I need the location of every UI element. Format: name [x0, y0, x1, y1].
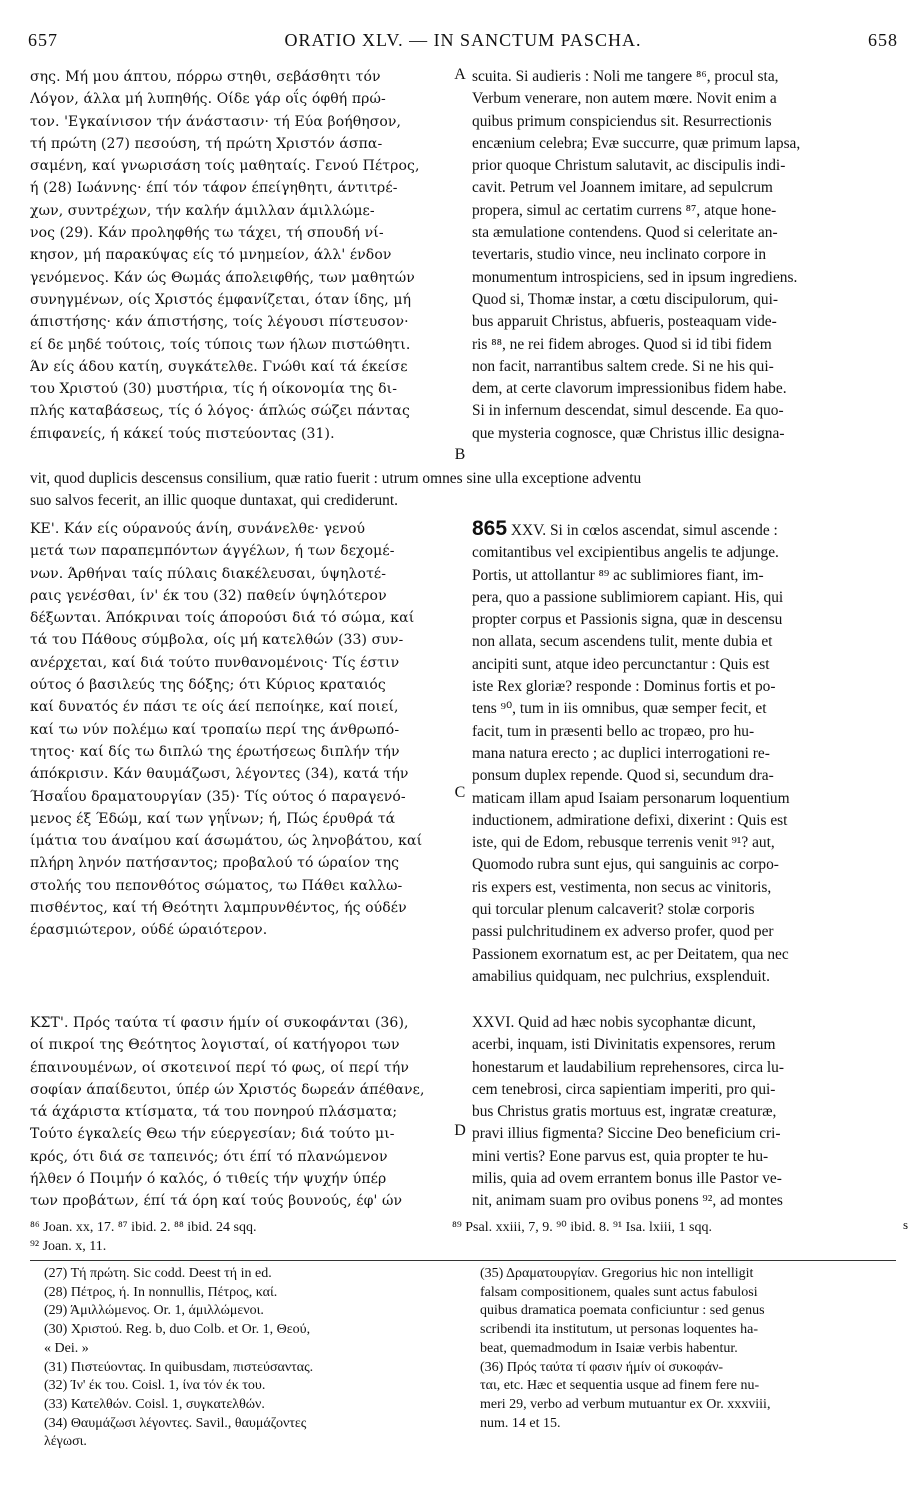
text-line: suo salvos fecerit, an illic quoque duntaxat, qui crediderunt. — [30, 492, 398, 510]
text-line: μετά των παραπεμπόντων άγγέλων, ή των δεχομέ- — [30, 543, 395, 560]
footnote-refs-right — [452, 1218, 896, 1237]
text-line: πλήρη ληνόν πατήσαντος; προβαλού τό ώραίον της — [30, 855, 400, 872]
text-line: γενόμενος. Κάν ώς Θωμάς άπολειφθής, των μαθητών — [30, 269, 415, 286]
footnote-ref: ⁸⁶ Joan. xx, 17. ⁸⁷ ibid. 2. ⁸⁸ ibid. 24 sqq. — [30, 1220, 257, 1235]
column-number: 865 — [472, 518, 508, 540]
critical-note: scribendi ita institutum, ut personas loquentes ha- — [480, 1322, 759, 1338]
critical-note: (33) Κατελθών. Coisl. 1, συγκατελθών. — [44, 1396, 265, 1412]
text-line: que mysteria cognosce, quæ Christus illic designa- — [472, 424, 785, 442]
text-line: σαμένη, καί γνωρισάση τοίς μαθηταίς. Γενού Πέτρος, — [30, 158, 420, 175]
text-line: συνηγμένων, οίς Χριστός έμφανίζεται, όταν ίδης, μή — [30, 291, 412, 308]
footnote-ref: ⁹² Joan. x, 11. — [30, 1239, 107, 1254]
text-line: prior quoque Christum salutavit, ac discipulis indi- — [472, 157, 786, 175]
text-line: νος (29). Κάν προληφθής τω τάχει, τή σπουδή νί- — [30, 225, 384, 242]
footnote-ref: ⁸⁹ Psal. xxiii, 7, 9. ⁹⁰ ibid. 8. ⁹¹ Isa. lxiii, 1 sqq. — [452, 1220, 712, 1235]
text-line: Si in infernum descendat, simul descende. Ea quo- — [472, 402, 784, 420]
text-line: Passionem exornatum est, ac per Deitatem, qua nec — [472, 945, 789, 963]
footnote-refs-left — [30, 1218, 450, 1256]
critical-note: beat, quemadmodum in Isaiæ verbis habentur. — [480, 1340, 738, 1356]
text-line: ancipiti sunt, atque ideo percunctantur : Quis est — [472, 655, 770, 673]
text-line: ραις γενέσθαι, ίν' έκ του (32) παθείν ύψηλότερον — [30, 587, 387, 604]
text-line: Άν είς άδου κατίη, συγκάτελθε. Γνώθι καί τά έκείσε — [30, 358, 408, 375]
text-line: propter corpus et Passionis signa, quæ in descensu — [472, 611, 783, 629]
text-line: των προβάτων, έπί τά όρη καί τούς βουνούς, έφ' ών — [30, 1193, 403, 1210]
text-line: τά του Πάθους σύμβολα, οίς μή κατελθών (33) συν- — [30, 632, 404, 649]
text-line: ponsum duplex repende. Quod si, secundum dra- — [472, 767, 774, 785]
notes-right — [480, 1265, 896, 1433]
text-line: τητος· καί δίς τω διπλώ της έρωτήσεως διπλήν τήν — [30, 743, 400, 760]
text-line: ανέρχεται, καί διά τούτο πυνθανομένοις· Τίς έστιν — [30, 654, 400, 671]
notes-divider — [30, 1260, 896, 1261]
text-line: acerbi, inquam, isti Divinitatis expensores, rerum — [472, 1036, 776, 1054]
text-line: mana natura erecto ; ac duplici interrogationi re- — [472, 744, 770, 762]
text-line: XXVI. Quid ad hæc nobis sycophantæ dicunt, — [472, 1014, 756, 1031]
text-line: non facit, narrantibus saltem crede. Si ne his qui- — [472, 357, 774, 375]
greek-column-top — [30, 66, 450, 445]
text-line: sta æmulatione contendens. Quod si celeritate an- — [472, 224, 778, 242]
text-line: σης. Μή μου άπτου, πόρρω στηθι, σεβάσθητι τόν — [30, 69, 381, 85]
critical-note: (36) Πρός ταύτα τί φασιν ήμίν οί συκοφάν- — [480, 1359, 724, 1375]
latin-column-chapter-25 — [472, 518, 896, 988]
text-line: facit, tum in præsenti bello ac tropæo, pro hu- — [472, 722, 755, 740]
critical-note: « Dei. » — [44, 1340, 89, 1356]
text-line: amabilius quidquam, nec pulchrius, exsplenduit. — [472, 967, 770, 985]
text-line: Quomodo rubra sunt ejus, qui sanguinis ac corpo- — [472, 856, 779, 874]
corner-mark: s — [903, 1217, 909, 1232]
text-line: non allata, secum ascendens tulit, mente dubia et — [472, 633, 773, 651]
text-line: inductionem, admiratione defixi, dixerint : Quis est — [472, 811, 788, 829]
text-line: bus apparuit Christus, abfueris, posteaquam vide- — [472, 313, 777, 331]
text-line: χων, συντρέχων, τήν καλήν άμιλλαν άμιλλώμε- — [30, 202, 375, 219]
text-line: του Χριστού (30) μυστήρια, τίς ή οίκονομία της δι- — [30, 381, 398, 398]
text-line: σοφίαν άπαίδευτοι, ύπέρ ών Χριστός δωρεάν άπέθανε, — [30, 1081, 425, 1098]
text-line: ή (28) Ιωάννης· έπί τόν τάφον έπείγηθητι, άντιτρέ- — [30, 180, 398, 197]
critical-note: (32) Ίν' έκ του. Coisl. 1, ίνα τόν έκ του. — [44, 1378, 266, 1394]
critical-note: falsam compositionem, quales sunt actus fabulosi — [480, 1284, 758, 1300]
text-line: τά άχάριστα κτίσματα, τά του πονηρού πλάσματα; — [30, 1104, 398, 1121]
page-number-right: 658 — [868, 30, 898, 50]
text-line: ίμάτια του άναίμου καί άσωμάτου, ώς ληνοβάτου, καί — [30, 833, 423, 850]
text-line: πισθέντος, καί τή Θεότητι λαμπρυνθέντος, ής ούδέν — [30, 900, 407, 917]
greek-column-chapter-25 — [30, 518, 450, 942]
latin-column-chapter-26 — [472, 1012, 896, 1213]
notes-left — [44, 1265, 456, 1452]
text-line: Portis, ut attollantur ⁸⁹ ac sublimiores fiant, im- — [472, 566, 764, 584]
text-line: μενος έξ Έδώμ, καί των γηΐνων; ή, Πώς έρυθρά τά — [30, 810, 396, 827]
text-line: στολής του πεπονθότος σώματος, τω Πάθει καλλω- — [30, 877, 403, 894]
latin-column-top — [472, 66, 896, 445]
text-line: έπαινουμένων, οί σκοτεινοί περί τό φως, οί περί τήν — [30, 1059, 409, 1076]
text-line: Λόγον, άλλα μή λυπηθής. Οίδε γάρ οΐς όφθή πρώ- — [30, 91, 386, 108]
margin-letter-c: C — [454, 784, 466, 801]
text-line: bus Christus gratis mortuus est, ingratæ creaturæ, — [472, 1103, 777, 1121]
text-line: καί τω νύν πολέμω καί τροπαίω περί της άνθρωπό- — [30, 721, 400, 738]
text-line: καί δυνατός έν πάσι τε οίς άεί πεποίηκε, καί ποιεί, — [30, 699, 399, 716]
text-line: milis, quia ad ovem errantem bonus ille Pastor ve- — [472, 1170, 782, 1188]
critical-note: (27) Τή πρώτη. Sic codd. Deest τή in ed. — [44, 1266, 272, 1281]
text-line: Τούτο έγκαλείς Θεω τήν εύεργεσίαν; διά τούτο μι- — [30, 1126, 395, 1143]
text-line: ήλθεν ό Ποιμήν ό καλός, ό τιθείς τήν ψυχήν ύπέρ — [30, 1171, 387, 1188]
text-line: ούτος ό βασιλεύς της δόξης; ότι Κύριος κραταιός — [30, 677, 386, 694]
text-line: cavit. Petrum vel Joannem imitare, ad sepulcrum — [472, 179, 773, 197]
critical-note: quibus dramatica poemata conficiuntur : sed genus — [480, 1303, 765, 1319]
text-line: άπιστήσης· κάν άπιστήσης, τοίς λέγουσι πίστευσον· — [30, 314, 409, 331]
critical-note: (30) Χριστού. Reg. b, duo Colb. et Or. 1, Θεού, — [44, 1322, 311, 1338]
text-line: scuita. Si audieris : Noli me tangere ⁸⁶, procul sta, — [472, 68, 779, 85]
text-line: δέξωνται. Άπόκριναι τοίς άπορούσι διά τό σώμα, καί — [30, 610, 415, 627]
page-number-left: 657 — [28, 30, 58, 50]
text-line: dem, at certe clavorum impressionibus fidem habe. — [472, 380, 787, 398]
text-line: cem tenebrosi, circa sapientiam imperiti, pro qui- — [472, 1080, 776, 1098]
text-line: Ήσαΐου δραματουργίαν (35)· Τίς ούτος ό παραγενό- — [30, 788, 406, 805]
text-line: έρασμιώτερον, ούδέ ώραιότερον. — [30, 922, 268, 939]
text-line: passi pulchritudinem ex adverso profer, quod per — [472, 923, 774, 941]
critical-note: λέγωσι. — [44, 1434, 87, 1450]
critical-note: (35) Δραματουργίαν. Gregorius hic non intelligit — [480, 1266, 754, 1281]
margin-letter-b: B — [454, 446, 466, 463]
text-line: κρός, ότι διά σε ταπεινός; ότι έπί τό πλανώμενον — [30, 1148, 388, 1165]
text-line: mini vertis? Eone parvus est, quia propter te hu- — [472, 1147, 769, 1165]
critical-note: (34) Θαυμάζωσι λέγοντες. Savil., θαυμάζοντες — [44, 1415, 307, 1431]
text-line: propera, simul ac certatim currens ⁸⁷, atque hone- — [472, 201, 777, 219]
text-line: οί πικροί της Θεότητος λογισταί, οί κατήγοροι των — [30, 1037, 400, 1054]
text-line: nit, animam suam pro ovibus ponens ⁹², ad montes — [472, 1192, 783, 1210]
critical-note: num. 14 et 15. — [480, 1415, 561, 1431]
text-line: τή πρώτη (27) πεσούση, τή πρώτη Χριστόν άσπα- — [30, 135, 383, 152]
critical-note: (31) Πιστεύοντας. In quibusdam, πιστεύσαντας. — [44, 1359, 314, 1375]
text-line: πλής καταβάσεως, τίς ό λόγος· άπλώς σώζει πάντας — [30, 403, 410, 420]
text-line: νων. Άρθήναι ταίς πύλαις διακέλευσαι, ύψηλοτέ- — [30, 565, 387, 582]
text-line: tevertaris, studio vince, neu inclinato corpore in — [472, 246, 767, 264]
greek-column-chapter-26 — [30, 1012, 450, 1213]
page-header — [28, 30, 898, 54]
text-line: tens ⁹⁰, tum in iis omnibus, quæ semper fecit, et — [472, 700, 767, 718]
margin-letter-a: A — [454, 66, 466, 83]
text-line: iste Rex gloriæ? responde : Dominus fortis et po- — [472, 678, 776, 696]
text-line: άπόκρισιν. Κάν θαυμάζωσι, λέγοντες (34), κατά τήν — [30, 766, 409, 783]
text-line: quibus primum conspiciendus sit. Resurrectionis — [472, 112, 772, 130]
running-title: ORATIO XLV. — IN SANCTUM PASCHA. — [284, 30, 642, 50]
text-line: comitantibus vel excipientibus angelis te adjunge. — [472, 544, 779, 562]
text-line: ΚΣΤ'. Πρός ταύτα τί φασιν ήμίν οί συκοφάνται (36), — [30, 1015, 409, 1031]
text-line: maticam illam apud Isaiam personarum loquentium — [472, 789, 790, 807]
text-line: Quod si, Thomæ instar, a cœtu discipulorum, qui- — [472, 290, 779, 308]
text-line: monumentum introspiciens, sed in ipsum ingrediens. — [472, 268, 798, 286]
text-line: έπιφανείς, ή κάκεί τούς πιστεύοντας (31). — [30, 425, 335, 442]
critical-note: ται, etc. Hæc et sequentia usque ad finem fere nu- — [480, 1378, 760, 1394]
text-line: Verbum venerare, non autem mœre. Novit enim a — [472, 90, 777, 108]
critical-note: (29) Άμιλλώμενος. Or. 1, άμιλλώμενοι. — [44, 1303, 264, 1319]
text-line: ris ⁸⁸, ne rei fidem abroges. Quod si id tibi fidem — [472, 335, 772, 353]
margin-letter-d: D — [454, 1122, 466, 1139]
text-line: κησον, μή παρακύψας είς τό μνημείον, άλλ' ένδον — [30, 247, 392, 264]
text-line: pera, quo a passione sublimiorem capiant. His, qui — [472, 588, 784, 606]
text-line: iste, qui de Edom, rebusque terrenis venit ⁹¹? aut, — [472, 834, 775, 852]
text-line: qui torcular plenum calcaverit? stolæ corporis — [472, 901, 755, 919]
text-line: τον. 'Εγκαίνισον τήν άνάστασιν· τή Εύα βοήθησον, — [30, 113, 402, 130]
text-line: honestarum et laudabilium reprehensores, circa lu- — [472, 1058, 784, 1076]
critical-note: (28) Πέτρος, ή. In nonnullis, Πέτρος, καί. — [44, 1284, 278, 1300]
text-line: 865 XXV. Si in cœlos ascendat, simul ascende : — [472, 518, 778, 540]
full-width-text — [30, 468, 896, 513]
text-line: ris expers est, vestimenta, non secus ac vinitoris, — [472, 878, 772, 896]
text-line: pravi illius figmenta? Siccine Deo beneficium cri- — [472, 1125, 781, 1143]
text-line: ΚΕ'. Κάν είς ούρανούς άνίη, συνάνελθε· γενού — [30, 521, 366, 537]
text-line: εί δε μηδέ τούτοις, τοίς τύποις των ήλων πιστώθητι. — [30, 336, 411, 353]
text-line: vit, quod duplicis descensus consilium, quæ ratio fuerit : utrum omnes sine ulla exceptione adventu — [30, 470, 642, 487]
text-line: encænium celebra; Evæ succurre, quæ primum lapsa, — [472, 134, 801, 152]
critical-note: meri 29, verbo ad verbum mutuantur ex Or. xxxviii, — [480, 1396, 771, 1412]
